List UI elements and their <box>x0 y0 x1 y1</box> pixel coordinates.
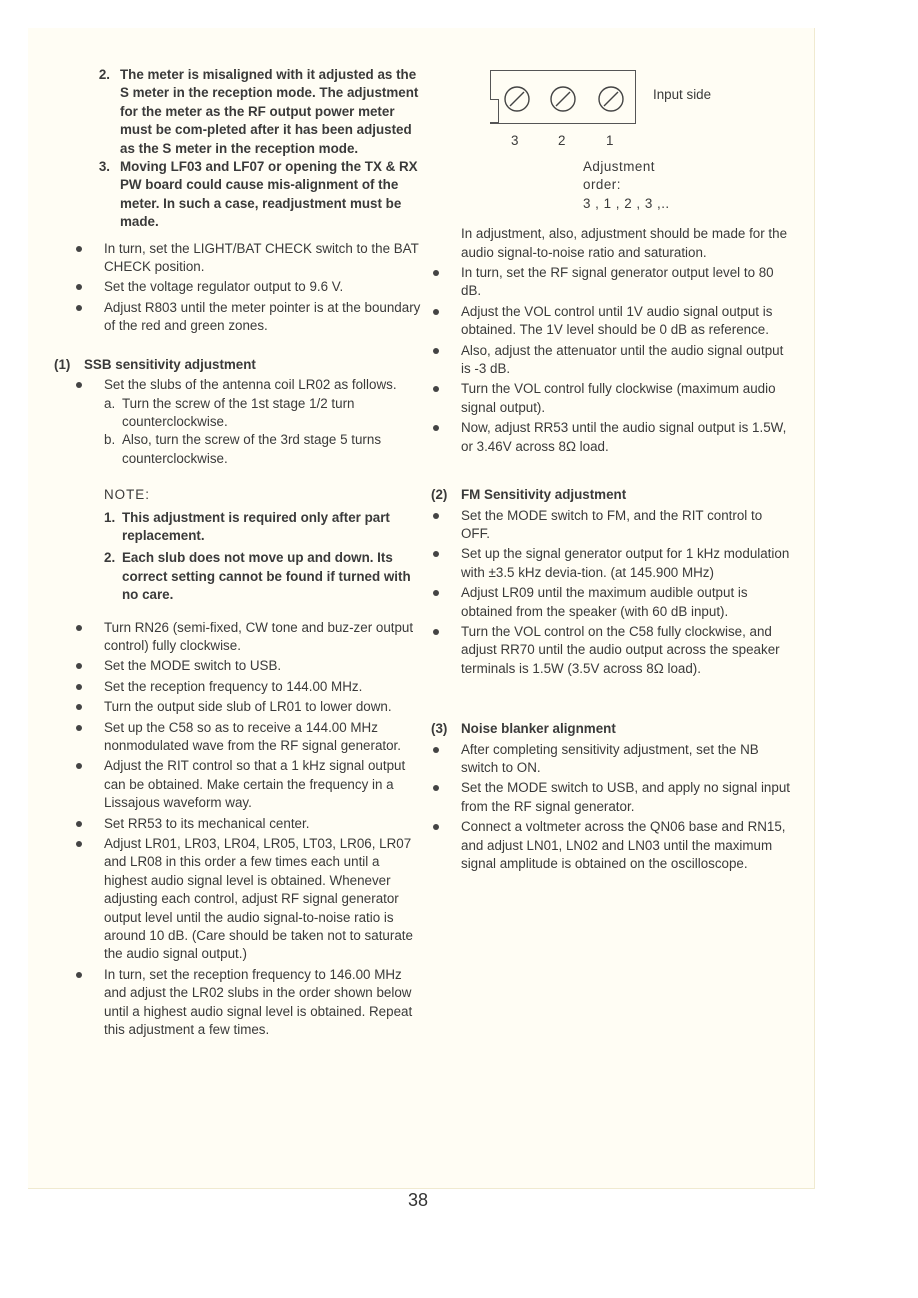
bullet-item: Adjust the VOL control until 1V audio signal output is obtained. The 1V level should be 0 dB as reference. <box>441 303 791 340</box>
coil-box-tab <box>490 99 499 123</box>
bullet-item: Turn the VOL control on the C58 fully clockwise, and adjust RR70 until the audio output across the speaker terminals is 1.5W (3.5V across 8Ω load). <box>441 623 791 678</box>
note-label: NOTE: <box>104 487 150 503</box>
bullet-item: Adjust LR09 until the maximum audible output is obtained from the speaker (with 60 dB input). <box>441 584 791 621</box>
note-item-1: 1. This adjustment is required only after part replacement. <box>104 509 390 543</box>
bullet-item: Set the reception frequency to 144.00 MHz. <box>84 678 422 696</box>
section-heading-2: (2) FM Sensitivity adjustment <box>431 487 627 503</box>
adjustment-diagram <box>441 66 791 158</box>
bullet-item: Set the MODE switch to USB, and apply no signal input from the RF signal generator. <box>441 779 791 816</box>
bullet-item: Adjust LR01, LR03, LR04, LR05, LT03, LR06, LR07 and LR08 in this order a few times each until a highest audio signal level is obtained. Whenever adjusting each control, adjust RF signal generator output level until the audio signal-to-noise ratio is around 10 dB. (Care should be taken not to saturate the audio signal output.) <box>84 835 422 964</box>
adjustment-order-title: Adjustment order: <box>583 159 655 193</box>
bullet-item: After completing sensitivity adjustment, set the NB switch to ON. <box>441 741 791 778</box>
bullet-item: Set the MODE switch to FM, and the RIT control to OFF. <box>441 507 791 544</box>
bullet-item: Set RR53 to its mechanical center. <box>84 815 422 833</box>
bullet-item: Set the voltage regulator output to 9.6 V. <box>84 278 422 296</box>
sub-item-a: a. Turn the screw of the 1st stage 1/2 turn counterclockwise. <box>104 395 355 429</box>
bullet-item: Set the MODE switch to USB. <box>84 657 422 675</box>
bullet-item: Set up the C58 so as to receive a 144.00 MHz nonmodulated wave from the RF signal generator. <box>84 719 422 756</box>
bullet-item: Turn RN26 (semi-fixed, CW tone and buz-zer output control) fully clockwise. <box>84 619 422 656</box>
top-note-2: 2. The meter is misaligned with it adjusted as the S meter in the reception mode. The adjustment for the meter as the RF output power meter must be com-pleted after it has been adjusted as the S meter in the reception mode. <box>98 67 419 156</box>
note-item-2: 2. Each slub does not move up and down. Its correct setting cannot be found if turned with no care. <box>104 550 411 603</box>
bullet-item: Turn the output side slub of LR01 to lower down. <box>84 698 422 716</box>
manual-page <box>28 28 815 1210</box>
slub-screw-icon <box>597 85 625 113</box>
right-column <box>431 66 791 873</box>
page-number: 38 <box>408 1190 429 1210</box>
section-heading-3: (3) Noise blanker alignment <box>431 721 616 737</box>
bullet-item: Adjust R803 until the meter pointer is at the boundary of the red and green zones. <box>84 299 422 336</box>
coil-box <box>490 70 636 124</box>
slub-screw-icon <box>549 85 577 113</box>
bullet-item: In turn, set the reception frequency to 146.00 MHz and adjust the LR02 slubs in the order shown below until a highest audio signal level is obtained. Repeat this adjustment a few times. <box>84 966 422 1040</box>
adjustment-order-sequence: 3 , 1 , 2 , 3 ,.. <box>583 195 670 211</box>
knob-number: 3 <box>511 133 519 148</box>
top-note-3: 3. Moving LF03 and LF07 or opening the TX & RX PW board could cause mis-alignment of the meter. In such a case, readjustment must be made. <box>98 159 418 230</box>
knob-number: 2 <box>558 133 566 148</box>
knob-number: 1 <box>606 133 614 148</box>
paragraph: In adjustment, also, adjustment should be made for the audio signal-to-noise ratio and saturation. <box>461 226 788 260</box>
input-side-label: Input side <box>653 87 712 102</box>
bullet-item: Now, adjust RR53 until the audio signal output is 1.5W, or 3.46V across 8Ω load. <box>441 419 791 456</box>
bullet-item: Set up the signal generator output for 1 kHz modulation with ±3.5 kHz devia-tion. (at 145.900 MHz) <box>441 545 791 582</box>
bullet-item: Turn the VOL control fully clockwise (maximum audio signal output). <box>441 380 791 417</box>
bullet-item: Connect a voltmeter across the QN06 base and RN15, and adjust LN01, LN02 and LN03 until the maximum signal amplitude is obtained on the oscilloscope. <box>441 818 791 873</box>
bullet-item: Adjust the RIT control so that a 1 kHz signal output can be obtained. Make certain the frequency in a Lissajous waveform way. <box>84 757 422 812</box>
sub-item-b: b. Also, turn the screw of the 3rd stage 5 turns counterclockwise. <box>104 432 382 466</box>
left-column <box>54 66 422 1040</box>
slub-screw-icon <box>503 85 531 113</box>
bullet-item: In turn, set the RF signal generator output level to 80 dB. <box>441 264 791 301</box>
bullet-item: Set the slubs of the antenna coil LR02 as follows. <box>84 376 422 394</box>
bullet-item: In turn, set the LIGHT/BAT CHECK switch to the BAT CHECK position. <box>84 240 422 277</box>
bullet-item: Also, adjust the attenuator until the audio signal output is -3 dB. <box>441 342 791 379</box>
section-heading-1: (1) SSB sensitivity adjustment <box>54 356 256 372</box>
